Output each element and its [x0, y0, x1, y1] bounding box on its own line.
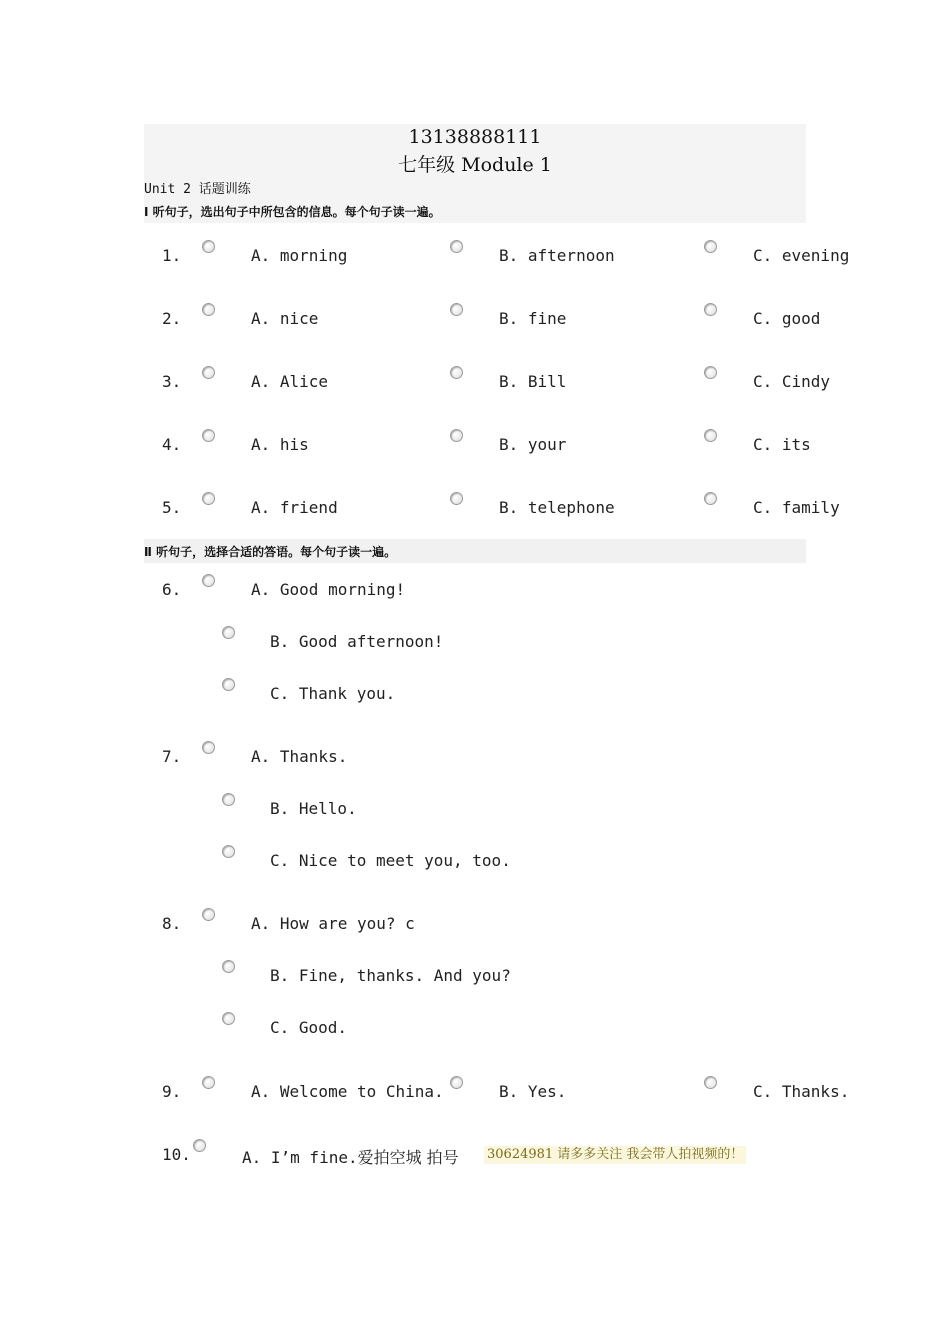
unit-label: Unit 2 话题训练	[144, 182, 251, 197]
option-b-radio[interactable]	[450, 492, 463, 505]
option-b-radio[interactable]	[222, 793, 235, 806]
option-a-text: A. nice	[251, 309, 319, 328]
option-c-radio[interactable]	[222, 678, 235, 691]
option-a-text	[242, 1145, 459, 1168]
option-c-text: C. Cindy	[753, 372, 831, 391]
option-a-text: A. Alice	[251, 372, 329, 391]
option-a-answer: A. I’m fine.	[242, 1148, 358, 1167]
option-a-text: A. his	[251, 435, 309, 454]
option-a-radio[interactable]	[202, 574, 215, 587]
option-b-radio[interactable]	[222, 626, 235, 639]
option-b-radio[interactable]	[450, 366, 463, 379]
question-number: 3.	[162, 372, 182, 391]
option-a-radio[interactable]	[202, 492, 215, 505]
option-a-text: A. Welcome to China.	[251, 1082, 444, 1101]
option-a-radio[interactable]	[193, 1139, 206, 1152]
document-id: 13138888111	[408, 126, 542, 148]
option-a-radio[interactable]	[202, 1076, 215, 1089]
document-title: 七年级 Module 1	[398, 154, 552, 176]
option-a-radio[interactable]	[202, 303, 215, 316]
option-b-text: B. Hello.	[270, 799, 357, 818]
question-number: 9.	[162, 1082, 182, 1101]
option-c-text: C. evening	[753, 246, 850, 265]
section-1-heading: Ⅰ 听句子，选出句子中所包含的信息。每个句子读一遍。	[144, 205, 441, 219]
option-c-radio[interactable]	[222, 1012, 235, 1025]
question-number: 4.	[162, 435, 182, 454]
option-b-text: B. fine	[499, 309, 567, 328]
option-c-radio[interactable]	[704, 303, 717, 316]
question-number: 7.	[162, 747, 182, 766]
option-c-radio[interactable]	[704, 240, 717, 253]
option-b-text: B. Fine, thanks. And you?	[270, 966, 511, 985]
option-c-radio[interactable]	[222, 845, 235, 858]
option-c-text: C. family	[753, 498, 840, 517]
option-a-text: A. Thanks.	[251, 747, 348, 766]
option-a-radio[interactable]	[202, 366, 215, 379]
option-b-text: B. Bill	[499, 372, 567, 391]
question-number: 1.	[162, 246, 182, 265]
option-b-text: B. your	[499, 435, 567, 454]
option-c-radio[interactable]	[704, 366, 717, 379]
option-c-text: C. its	[753, 435, 811, 454]
option-c-text: C. good	[753, 309, 821, 328]
option-a-text: A. Good morning!	[251, 580, 406, 599]
option-c-radio[interactable]	[704, 1076, 717, 1089]
option-b-radio[interactable]	[450, 240, 463, 253]
option-a-radio[interactable]	[202, 429, 215, 442]
section-2-heading: Ⅱ 听句子，选择合适的答语。每个句子读一遍。	[144, 545, 397, 559]
question-number: 10.	[162, 1145, 191, 1164]
option-b-text: B. afternoon	[499, 246, 615, 265]
option-a-radio[interactable]	[202, 741, 215, 754]
question-number: 8.	[162, 914, 182, 933]
option-c-text: C. Thank you.	[270, 684, 396, 703]
option-b-text: B. Good afternoon!	[270, 632, 444, 651]
option-a-radio[interactable]	[202, 908, 215, 921]
option-b-radio[interactable]	[450, 429, 463, 442]
question-number: 2.	[162, 309, 182, 328]
question-number: 6.	[162, 580, 182, 599]
option-c-radio[interactable]	[704, 429, 717, 442]
option-c-text: C. Thanks.	[753, 1082, 850, 1101]
option-a-radio[interactable]	[202, 240, 215, 253]
option-b-radio[interactable]	[450, 1076, 463, 1089]
option-b-radio[interactable]	[222, 960, 235, 973]
option-c-radio[interactable]	[704, 492, 717, 505]
option-a-extra: 爱拍空城 拍号	[357, 1148, 459, 1167]
option-b-text: B. telephone	[499, 498, 615, 517]
option-a-text: A. morning	[251, 246, 348, 265]
option-a-text: A. How are you? c	[251, 914, 415, 933]
promo-note: 30624981 请多多关注 我会带人拍视频的！	[484, 1146, 746, 1164]
option-b-text: B. Yes.	[499, 1082, 567, 1101]
option-c-text: C. Nice to meet you, too.	[270, 851, 511, 870]
question-number: 5.	[162, 498, 182, 517]
option-a-text: A. friend	[251, 498, 338, 517]
option-c-text: C. Good.	[270, 1018, 348, 1037]
option-b-radio[interactable]	[450, 303, 463, 316]
